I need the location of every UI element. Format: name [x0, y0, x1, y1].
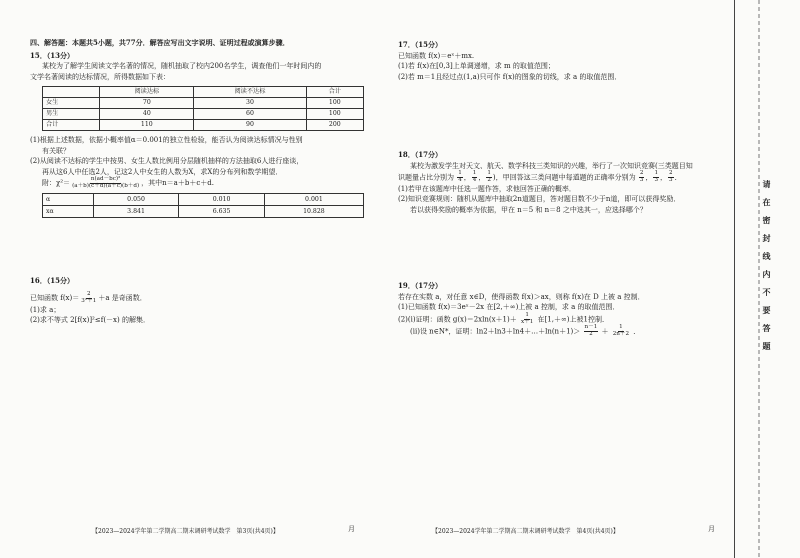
- corner-mark-right: 月: [708, 525, 715, 533]
- q17-title: 17．（15分）: [398, 40, 442, 49]
- q19-part2ii-fraction2: [612, 325, 630, 338]
- q16-stem: [30, 292, 382, 305]
- table-header-cell: [43, 87, 100, 98]
- table-cell: 男生: [43, 109, 100, 120]
- table-cell: 70: [100, 98, 194, 109]
- q15-formula: [30, 177, 382, 190]
- table-cell: 0.050: [93, 193, 179, 205]
- frac-den: 3: [654, 176, 659, 183]
- q18-frac-b3: [668, 171, 674, 184]
- q16-stem-lead: 已知函数 f(x)＝: [30, 294, 80, 303]
- frac-den: 3: [639, 176, 644, 183]
- table-cell: 100: [306, 109, 363, 120]
- table-header-row: [43, 87, 364, 98]
- frac-den: 4: [458, 176, 462, 183]
- footer-left: 【2023—2024学年第二学期高二期末调研考试数学 第3页(共4页)】: [92, 528, 279, 535]
- q19-part2ii-fraction1: [584, 325, 599, 338]
- q16-stem-formula: [30, 292, 147, 305]
- left-column: [30, 38, 382, 326]
- q15-title: 15．（13分）: [30, 50, 74, 60]
- chi-square-formula: [42, 177, 214, 190]
- table-cell: 90: [194, 120, 306, 131]
- frac-num: n－1: [584, 324, 598, 331]
- table-cell: α: [43, 193, 94, 205]
- table-cell: 0.001: [264, 193, 363, 205]
- frac-num: 2: [669, 170, 673, 176]
- section-header: 四、解答题：本题共5小题，共77分．解答应写出文字说明、证明过程或演算步骤．: [30, 38, 290, 47]
- q18-frac-b2: [653, 171, 659, 184]
- table-row: [43, 205, 364, 217]
- q17-part2: (2)若 m＝1且经过点(1,a)只可作 f(x)的图象的切线，求 a 的取值范围．: [398, 72, 622, 81]
- q19-part2i-lead: (2)(i)证明：函数 g(x)＝2xln(x＋1)＋: [398, 315, 517, 324]
- formula-fraction: [71, 177, 140, 190]
- table-cell: 合计: [43, 120, 100, 131]
- frac-den: 3: [669, 176, 673, 183]
- table-cell: 10.828: [264, 205, 363, 217]
- table-cell: 30: [194, 98, 306, 109]
- table-cell: 女生: [43, 98, 100, 109]
- q16-title: 16．（15分）: [30, 275, 74, 285]
- frac-num: 1: [654, 170, 659, 176]
- q18-part2-line2: 若以获得奖励的概率为依据，甲在 n＝5 和 n＝8 之中选其一，应选择哪个？: [410, 205, 647, 214]
- q19-part2ii: [398, 325, 720, 338]
- seal-divider-line: [734, 0, 735, 558]
- q18-frac-b1: [639, 171, 645, 184]
- q18-part2-line1: (2)知识竞赛规则：随机从题库中抽取2n道题目，答对题目数不少于n道，即可以获得奖励．: [398, 195, 681, 204]
- formula-lead: 附：χ²＝: [42, 179, 71, 188]
- footer-right: 【2023—2024学年第二学期高二期末调研考试数学 第4页(共4页)】: [432, 528, 619, 535]
- corner-mark-left: 月: [348, 525, 355, 533]
- q17-stem: 已知函数 f(x)＝eˣ＋mx.: [398, 51, 475, 60]
- frac-den: 4: [472, 176, 477, 183]
- q18-frac-a3: [486, 171, 492, 184]
- q19-part2i-tail: 在[1,＋∞)上被1控制．: [537, 315, 609, 324]
- q16-part2: (2)求不等式 2[f(x)]²≤f(－x) 的解集．: [30, 316, 150, 325]
- q19-definition: 若存在实数 a，对任意 x∈D，使得函数 f(x)＞ax，则称 f(x)在 D 上被 a 控制．: [398, 292, 645, 301]
- q19-part2ii-lead: (ii)设 n∈N*，证明：ln2＋ln3＋ln4＋…＋ln(n＋1)＞: [410, 327, 581, 336]
- frac-num: 1: [472, 170, 477, 176]
- frac-den: 2n＋2: [612, 331, 630, 338]
- q15-part1-line1: (1)根据上述数据，依据小概率值α＝0.001的独立性检验，能否认为阅读达标情况与性别: [30, 136, 303, 144]
- table-header-cell: 合计: [306, 87, 363, 98]
- table-cell: xα: [43, 205, 94, 217]
- frac-num: 1: [458, 170, 462, 176]
- table-row: [43, 109, 364, 120]
- q16-fraction: [80, 292, 97, 305]
- frac-num: 1: [525, 311, 529, 318]
- q15-critical-value-table: [42, 193, 364, 218]
- q15-part2-line2: 再从这6人中任选2人，记这2人中女生的人数为X，求X的分布列和数学期望．: [42, 167, 283, 176]
- table-row: [43, 120, 364, 131]
- table-cell: 100: [306, 98, 363, 109]
- table-row: [43, 98, 364, 109]
- q18-line1: 某校为激发学生对天文、航天、数学科技三类知识的兴趣，举行了一次知识竞赛(三类题目知: [410, 161, 693, 170]
- frac-num: 2: [639, 170, 644, 176]
- frac-den: 2: [487, 176, 491, 183]
- table-cell: 200: [306, 120, 363, 131]
- q16-denominator: 3ˣ＋1: [81, 298, 97, 305]
- formula-numerator: n(ad－bc)²: [90, 176, 121, 182]
- q15-part1-line2: 有关联？: [42, 146, 70, 155]
- table-cell: 3.841: [93, 205, 179, 217]
- table-header-cell: 阅读不达标: [194, 87, 306, 98]
- table-cell: 6.635: [179, 205, 265, 217]
- right-column: [398, 38, 720, 338]
- frac-num: 1: [619, 324, 623, 331]
- formula-denominator: (a＋b)(c＋d)(a＋c)(b＋d): [72, 182, 140, 189]
- q19-part2ii-plus: ＋: [601, 327, 609, 336]
- q19-part2i-fraction: [520, 313, 534, 326]
- q18-line2-tail: ．: [674, 173, 682, 182]
- table-cell: 0.010: [179, 193, 265, 205]
- q15-intro-line1: 某校为了解学生阅读文学名著的情况，随机抽取了校内200名学生，调查他们一年时间内的: [42, 62, 322, 70]
- table-cell: 110: [100, 120, 194, 131]
- q15-intro-line2: 文学名著阅读的达标情况，所得数据如下表：: [30, 72, 170, 81]
- q15-data-table: [42, 86, 364, 131]
- q19-part1: (1)已知函数 f(x)＝3eˣ－2x 在[2,＋∞)上被 a 控制，求 a 的取值范围．: [398, 303, 620, 312]
- q19-part2ii-tail: ．: [633, 327, 641, 336]
- q18-frac-a1: [457, 171, 463, 184]
- seal-notice: 请在密封线内不要答题: [762, 180, 772, 360]
- q16-stem-tail: ＋a 是奇函数．: [98, 294, 147, 303]
- table-row: [43, 193, 364, 205]
- q17-part1: (1)若 f(x)在[0,3]上单调递增，求 m 的取值范围；: [398, 62, 555, 70]
- q18-line2: 识题量占比分别为 $\frac{1}{4}$ ， $\frac{1}{4}$ ， $\frac{1}{2}$ )，甲回答这三类问题中每道题的正确率分别为 $\frac{2}{3}$ ， $\frac{1}{3}$ ， $\frac{2}{3}$ ．: [398, 170, 682, 183]
- formula-tail: ，其中n＝a＋b＋c＋d.: [141, 179, 214, 188]
- q19-part2i: [398, 313, 720, 326]
- q18-part1: (1)若甲在该题库中任选一题作答，求他回答正确的概率．: [398, 184, 576, 193]
- q19-title: 19．（17分）: [398, 281, 442, 291]
- frac-den: x＋1: [520, 318, 534, 325]
- frac-num: 1: [487, 170, 491, 176]
- q18-frac-a2: [472, 171, 478, 184]
- table-header-cell: 阅读达标: [100, 87, 194, 98]
- q16-numerator: 2: [87, 291, 91, 298]
- q18-line2-mid: ，甲回答这三类问题中每道题的正确率分别为: [495, 173, 636, 182]
- table-cell: 40: [100, 109, 194, 120]
- table-cell: 60: [194, 109, 306, 120]
- frac-den: 2: [589, 331, 593, 338]
- q16-part1: (1)求 a；: [30, 305, 61, 314]
- q15-part2-line1: (2)从阅读不达标的学生中按男、女生人数比例用分层随机抽样的方法抽取6人进行座谈，: [30, 157, 304, 165]
- q18-title: 18．（17分）: [398, 150, 442, 159]
- q18-line2-lead: 识题量占比分别为: [398, 173, 454, 182]
